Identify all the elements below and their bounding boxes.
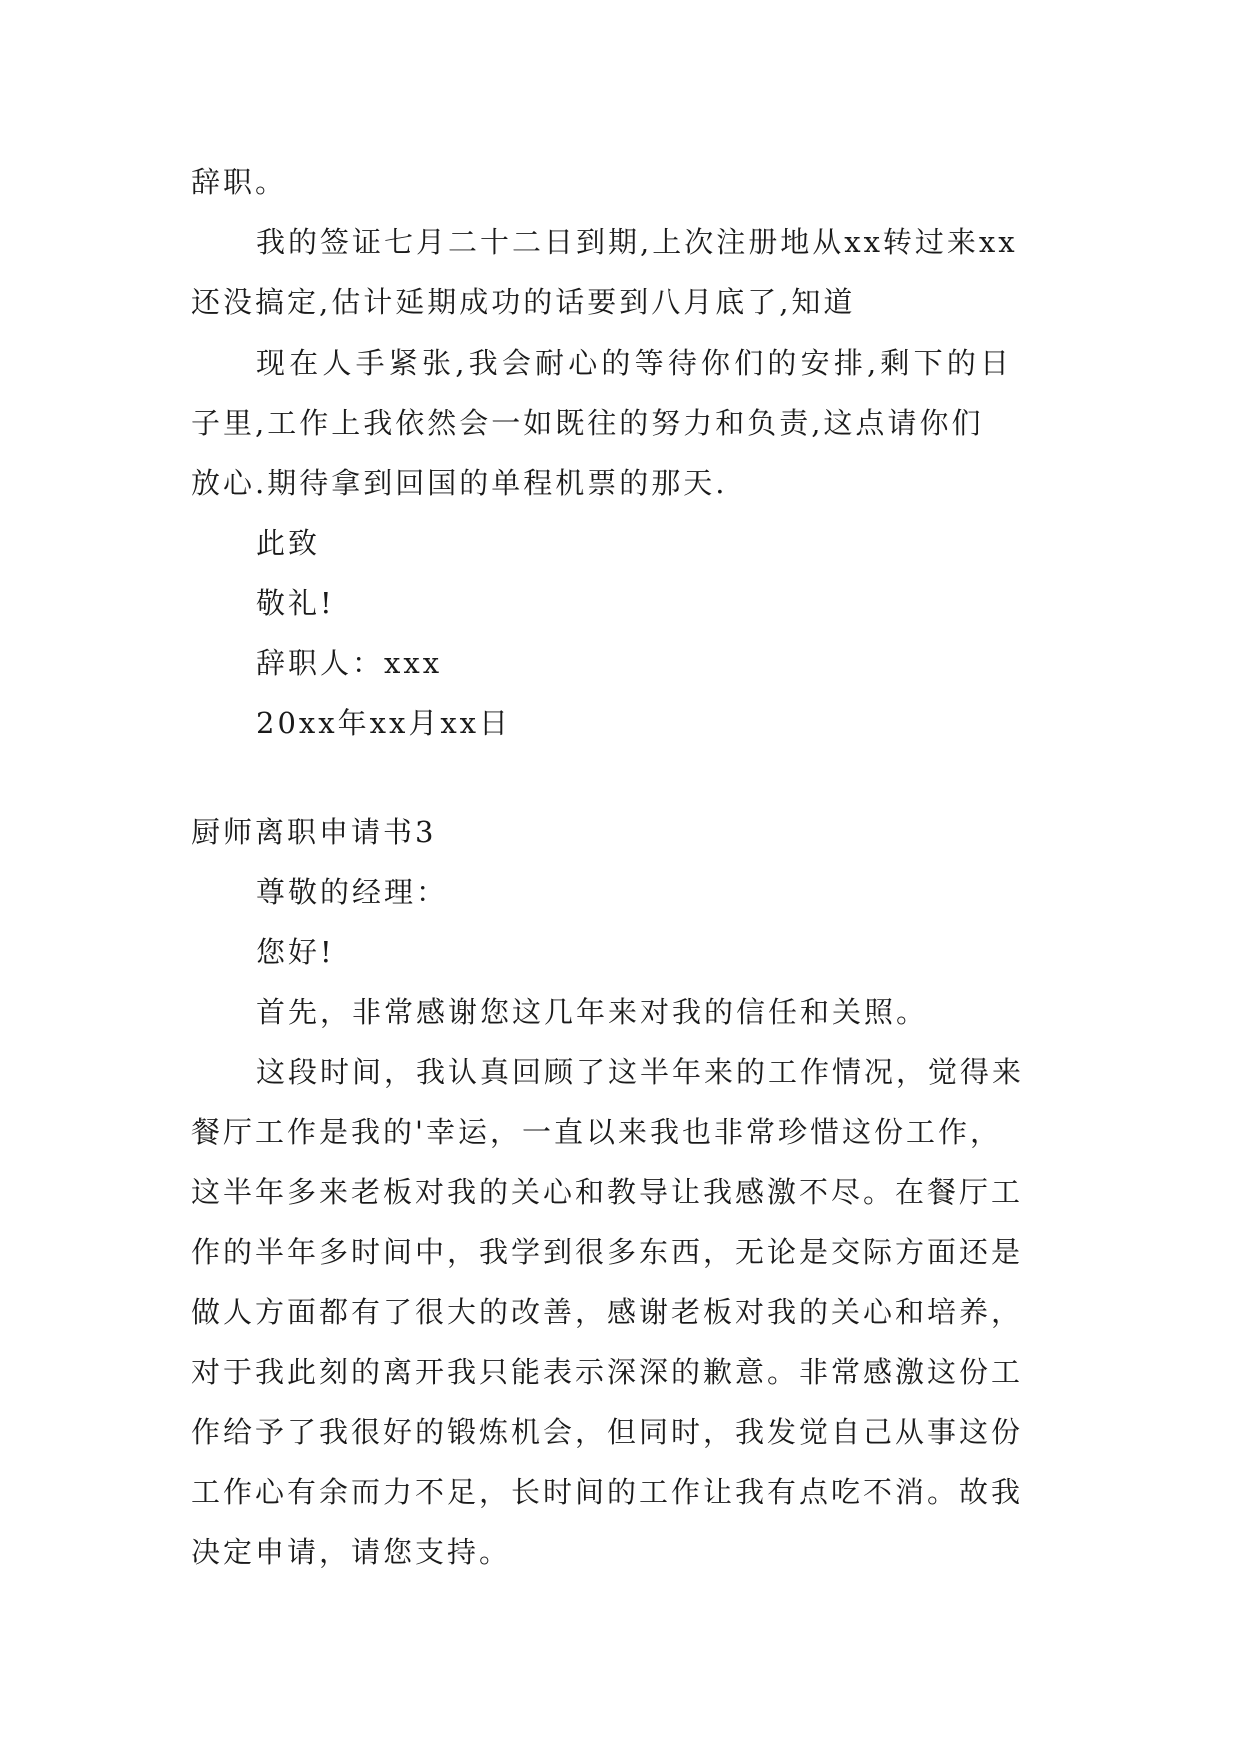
text-line: 子里,工作上我依然会一如既往的努力和负责,这点请你们 [191,406,984,440]
paragraph-line: 做人方面都有了很大的改善，感谢老板对我的关心和培养， [191,1295,1024,1329]
closing-line: 此致 [256,526,321,560]
paragraph-line: 餐厅工作是我的'幸运，一直以来我也非常珍惜这份工作， [191,1115,1002,1149]
greeting: 您好! [256,935,335,969]
closing-line: 敬礼! [256,586,335,620]
paragraph-line: 作给予了我很好的锻炼机会，但同时，我发觉自己从事这份 [191,1415,1024,1449]
salutation: 尊敬的经理： [256,875,449,909]
date-line: 20xx年xx月xx日 [256,706,512,740]
signature-line: 辞职人：xxx [256,646,443,680]
paragraph-line: 作的半年多时间中，我学到很多东西，无论是交际方面还是 [191,1235,1024,1269]
paragraph-line: 这段时间，我认真回顾了这半年来的工作情况，觉得来 [256,1055,1025,1089]
paragraph-line: 决定申请，请您支持。 [191,1535,512,1569]
text-line: 还没搞定,估计延期成功的话要到八月底了,知道 [191,285,856,319]
paragraph-line: 这半年多来老板对我的关心和教导让我感激不尽。在餐厅工 [191,1175,1024,1209]
paragraph-line: 工作心有余而力不足，长时间的工作让我有点吃不消。故我 [191,1475,1024,1509]
text-line: 放心.期待拿到回国的单程机票的那天. [191,466,728,500]
text-line: 现在人手紧张,我会耐心的等待你们的安排,剩下的日 [256,346,1014,380]
paragraph-line: 对于我此刻的离开我只能表示深深的歉意。非常感激这份工 [191,1355,1024,1389]
paragraph-line: 首先，非常感谢您这几年来对我的信任和关照。 [256,995,929,1029]
text-line: 我的签证七月二十二日到期,上次注册地从xx转过来xx [256,225,1018,259]
text-line: 辞职。 [191,165,288,199]
section-title: 厨师离职申请书3 [191,815,437,849]
